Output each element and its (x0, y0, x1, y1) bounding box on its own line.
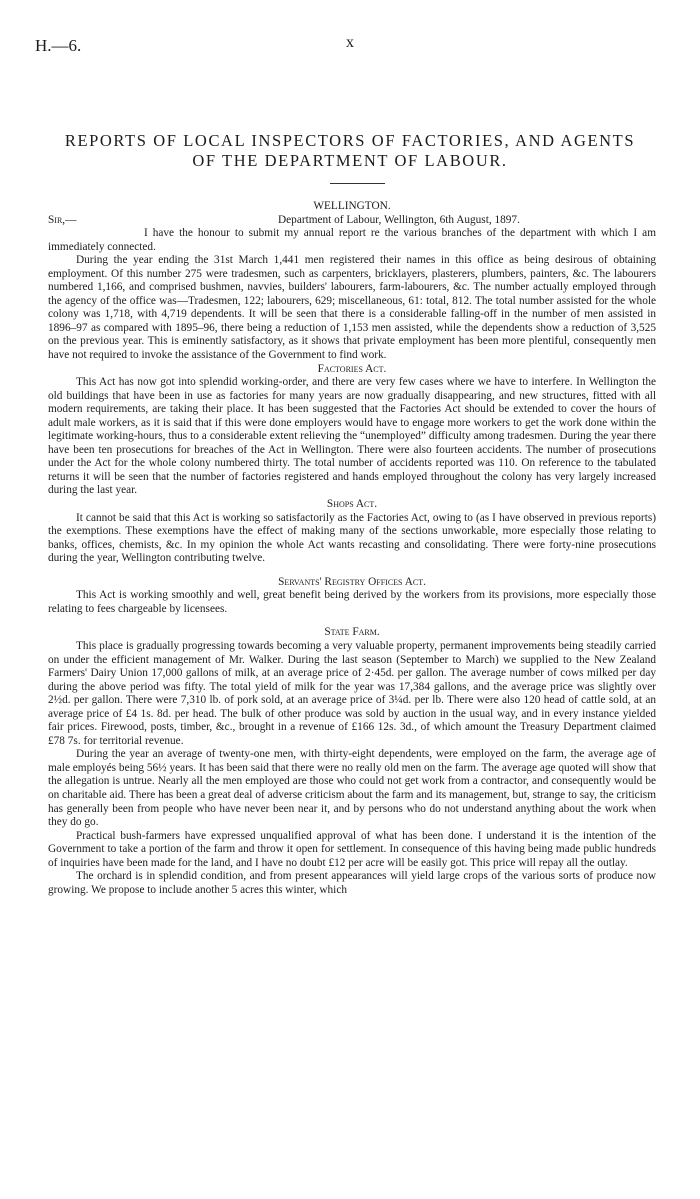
salutation: Sir,— (48, 213, 77, 226)
paragraph: Practical bush-farmers have expressed unqualified approval of what has been done. I understand it is the intention of the Government to take a portion of the farm and throw it open for settlement. In consequence of this having being made public hundreds of inquiries have been made for the land, and I have no doubt £12 per acre will be easily got. This price will repay all the outlay. (48, 829, 656, 869)
paragraph: During the year an average of twenty-one men, with thirty-eight dependents, were employed on the farm, the average age of male employés being 56½ years. It has been said that there were no really old men on the farm. The average age quoted will show that the allegation is untrue. Nearly all the men employed are those who could not get work from a contractor, and consequently would be on charitable aid. There has been a great deal of adverse criticism about the farm and its management, but, strange to say, the criticism has generally been from people who have never been near it, and by persons who do not understand anything about the work when they do go. (48, 748, 656, 829)
divider-rule (330, 183, 385, 184)
paragraph: This place is gradually progressing towards becoming a very valuable property, permanent improvements being steadily carried on under the efficient management of Mr. Walker. During the last season (September to March) we supplied to the New Zealand Farmers' Dairy Union 17,000 gallons of milk, at an average price of 2·45d. per gallon. The average number of cows milked per day during the above period was fifty. The total yield of milk for the year was 17,384 gallons, and the average price was slightly over 2½d. per gallon. There were 7,310 lb. of pork sold, at an average price of 3¼d. per lb. There were also 120 head of cattle sold, at an average price of £4 1s. 8d. per head. The bulk of other produce was sold by auction in the usual way, and in every instance yielded fair prices. Firewood, posts, timber, &c., brought in a revenue of £166 12s. 3d., of which amount the Treasury Department claimed £78 7s. for territorial revenue. (48, 639, 656, 747)
dateline: Department of Labour, Wellington, 6th August, 1897. (278, 213, 520, 226)
page-title (30, 131, 670, 171)
section-heading-factories-act: Factories Act. (317, 362, 387, 375)
section-heading-state-farm: State Farm. (324, 626, 380, 639)
report-body (48, 200, 656, 897)
title-line-2: OF THE DEPARTMENT OF LABOUR. (192, 151, 508, 170)
paragraph: I have the honour to submit my annual report re the various branches of the department with which I am immediately connected. (48, 227, 656, 253)
page-number: x (346, 34, 354, 51)
paragraph: The orchard is in splendid condition, and from present appearances will yield large crops of the various sorts of produce now growing. We propose to include another 5 acres this winter, which (48, 870, 656, 896)
report-place: WELLINGTON. (313, 200, 391, 212)
salutation-line (48, 214, 656, 228)
paragraph: This Act is working smoothly and well, great benefit being derived by the workers from its provisions, more especially those relating to fees chargeable by licensees. (48, 589, 656, 615)
document-reference: H.—6. (35, 36, 82, 55)
section-heading-shops-act: Shops Act. (326, 498, 378, 511)
paragraph: It cannot be said that this Act is working so satisfactorily as the Factories Act, owing to (as I have observed in previous reports) the exemptions. These exemptions have the effect of making many of the sections unworkable, more especially those relating to banks, offices, chemists, &c. In my opinion the whole Act wants recasting and consolidating. There were forty-nine prosecutions during the year, Wellington contributing twelve. (48, 511, 656, 565)
section-heading-servants-registry-offices-act: Servants' Registry Offices Act. (278, 575, 426, 588)
paragraph: This Act has now got into splendid working-order, and there are very few cases where we have to interfere. In Wellington the old buildings that have been in use as factories for many years are now gradually disappearing, and new structures, fitted with all modern requirements, are taking their place. It has been suggested that the Factories Act should be extended to cover the hours of adult male workers, as it is said that if this were done employers would have to engage more workers to get the work done within the legitimate working-hours, thus to a considerable extent relieving the “unemployed” difficulty among tradesmen. During the year there have been ten prosecutions for breaches of the Act in Wellington. There were also fourteen accidents. The number of prosecutions under the Act for the whole colony numbered thirty. The total number of accidents reported was 110. On reference to the tabulated returns it will be seen that the number of factories registered and hands employed throughout the colony has very largely increased during the last year. (48, 376, 656, 497)
paragraph: During the year ending the 31st March 1,441 men registered their names in this office as being desirous of obtaining employment. Of this number 275 were tradesmen, such as carpenters, bricklayers, plasterers, plumbers, painters, &c. The labourers numbered 1,166, and comprised bushmen, navvies, builders' labourers, farm-labourers, &c. The number actually employed through the agency of the office was—Tradesmen, 122; labourers, 629; miscellaneous, 61: total, 812. The total number assisted for the whole colony was 1,718, with 4,719 dependents. It will be seen that there is a considerable falling-off in the number of men assisted in 1896–97 as compared with 1895–96, there being a reduction of 1,153 men assisted, while the dependents show a reduction of 3,525 on the previous year. This is eminently satisfactory, as it shows that private employment has been more plentiful, consequently men have not required to invoke the assistance of the Government to find work. (48, 254, 656, 362)
title-line-1: REPORTS OF LOCAL INSPECTORS OF FACTORIES, AND AGENTS (64, 131, 636, 150)
